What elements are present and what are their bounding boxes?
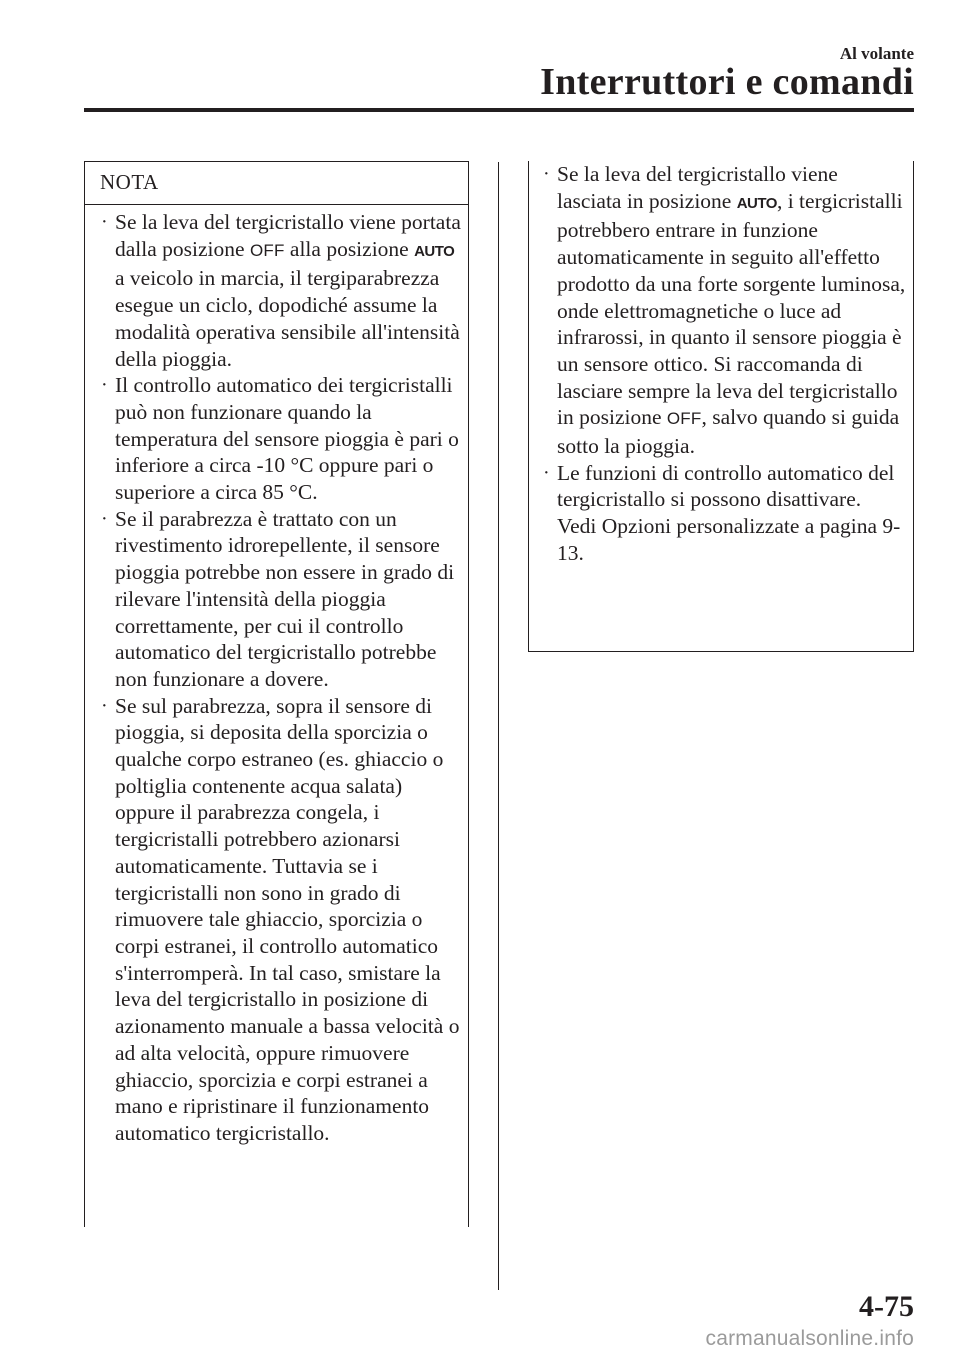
bullet-icon: · xyxy=(543,163,550,185)
note-item-text-start: Se la leva del tergicristallo viene portata dalla posizione xyxy=(115,210,461,261)
note-item-text-end: , salvo quando si guida sotto la pioggia. xyxy=(557,405,900,459)
note-box-left xyxy=(84,161,469,1227)
bullet-icon: · xyxy=(543,461,550,484)
page-number: 4-75 xyxy=(859,1290,914,1323)
note-item-text-start: Se la leva del tergicristallo viene lasciata in posizione xyxy=(557,162,838,213)
auto-symbol-icon: AUTO xyxy=(736,194,777,212)
note-item xyxy=(85,372,468,506)
note-item xyxy=(85,209,468,372)
bullet-icon: · xyxy=(101,507,108,530)
cross-reference: Vedi Opzioni personalizzate a pagina 9-13. xyxy=(557,514,901,565)
note-item-text: Il controllo automatico dei tergicristalli può non funzionare quando la temperatura del sensore pioggia è pari o inferiore a circa -10 °C oppure pari o superiore a circa 85 °C. xyxy=(115,373,459,505)
running-header-section: Al volante xyxy=(839,44,914,63)
note-item-text-middle: , i tergicristalli potrebbero entrare in funzione automaticamente in seguito all'effetto prodotto da una forte sorgente luminosa, onde elettromagnetiche o luce ad infrarossi, in quanto il sensore pioggia è un sensore ottico. Si raccomanda di lasciare sempre la leva del tergicristallo in posizione xyxy=(557,188,906,430)
note-item-text: Se il parabrezza è trattato con un rivestimento idrorepellente, il sensore pioggia potrebbe non essere in grado di rilevare l'intensità della pioggia correttamente, per cui il controllo automatico del tergicristallo potrebbe non funzionare a dovere. xyxy=(115,506,455,691)
watermark: carmanualsonline.info xyxy=(705,1327,914,1350)
header-divider xyxy=(84,108,914,112)
auto-symbol-icon: AUTO xyxy=(414,242,455,260)
note-item-text-middle: alla posizione xyxy=(284,236,415,261)
page-title: Interruttori e comandi xyxy=(540,61,914,103)
note-item xyxy=(529,161,913,460)
note-item xyxy=(85,693,468,1147)
note-box-right xyxy=(528,161,914,652)
note-item-text: Le funzioni di controllo automatico del tergicristallo si possono disattivare. xyxy=(557,460,895,512)
off-symbol-icon: OFF xyxy=(666,409,702,429)
off-symbol-icon: OFF xyxy=(249,240,285,260)
bullet-icon: · xyxy=(101,694,108,717)
note-item-text-end: a veicolo in marcia, il tergiparabrezza esegue un ciclo, dopodiché assume la modalità operativa sensibile all'intensità della pioggia. xyxy=(115,266,460,371)
note-item xyxy=(529,460,913,567)
note-list-right xyxy=(529,161,913,567)
bullet-icon: · xyxy=(101,211,108,233)
column-divider xyxy=(498,162,499,1290)
note-title: NOTA xyxy=(85,162,468,205)
bullet-icon: · xyxy=(101,374,108,397)
note-list-left xyxy=(85,205,468,1147)
note-item xyxy=(85,506,468,693)
note-item-text: Se sul parabrezza, sopra il sensore di pioggia, si deposita della sporcizia o qualche corpo estraneo (es. ghiaccio o poltiglia contenente acqua salata) oppure il parabrezza congela, i tergicristalli potrebbero azionarsi automaticamente. Tuttavia se i tergicristalli non sono in grado di rimuovere tale ghiaccio, sporcizia o corpi estranei, il controllo automatico s'interromperà. In tal caso, smistare la leva del tergicristallo in posizione di azionamento manuale a bassa velocità o ad alta velocità, oppure rimuovere ghiaccio, sporcizia e corpi estranei a mano e ripristinare il funzionamento automatico tergicristallo. xyxy=(115,693,460,1145)
